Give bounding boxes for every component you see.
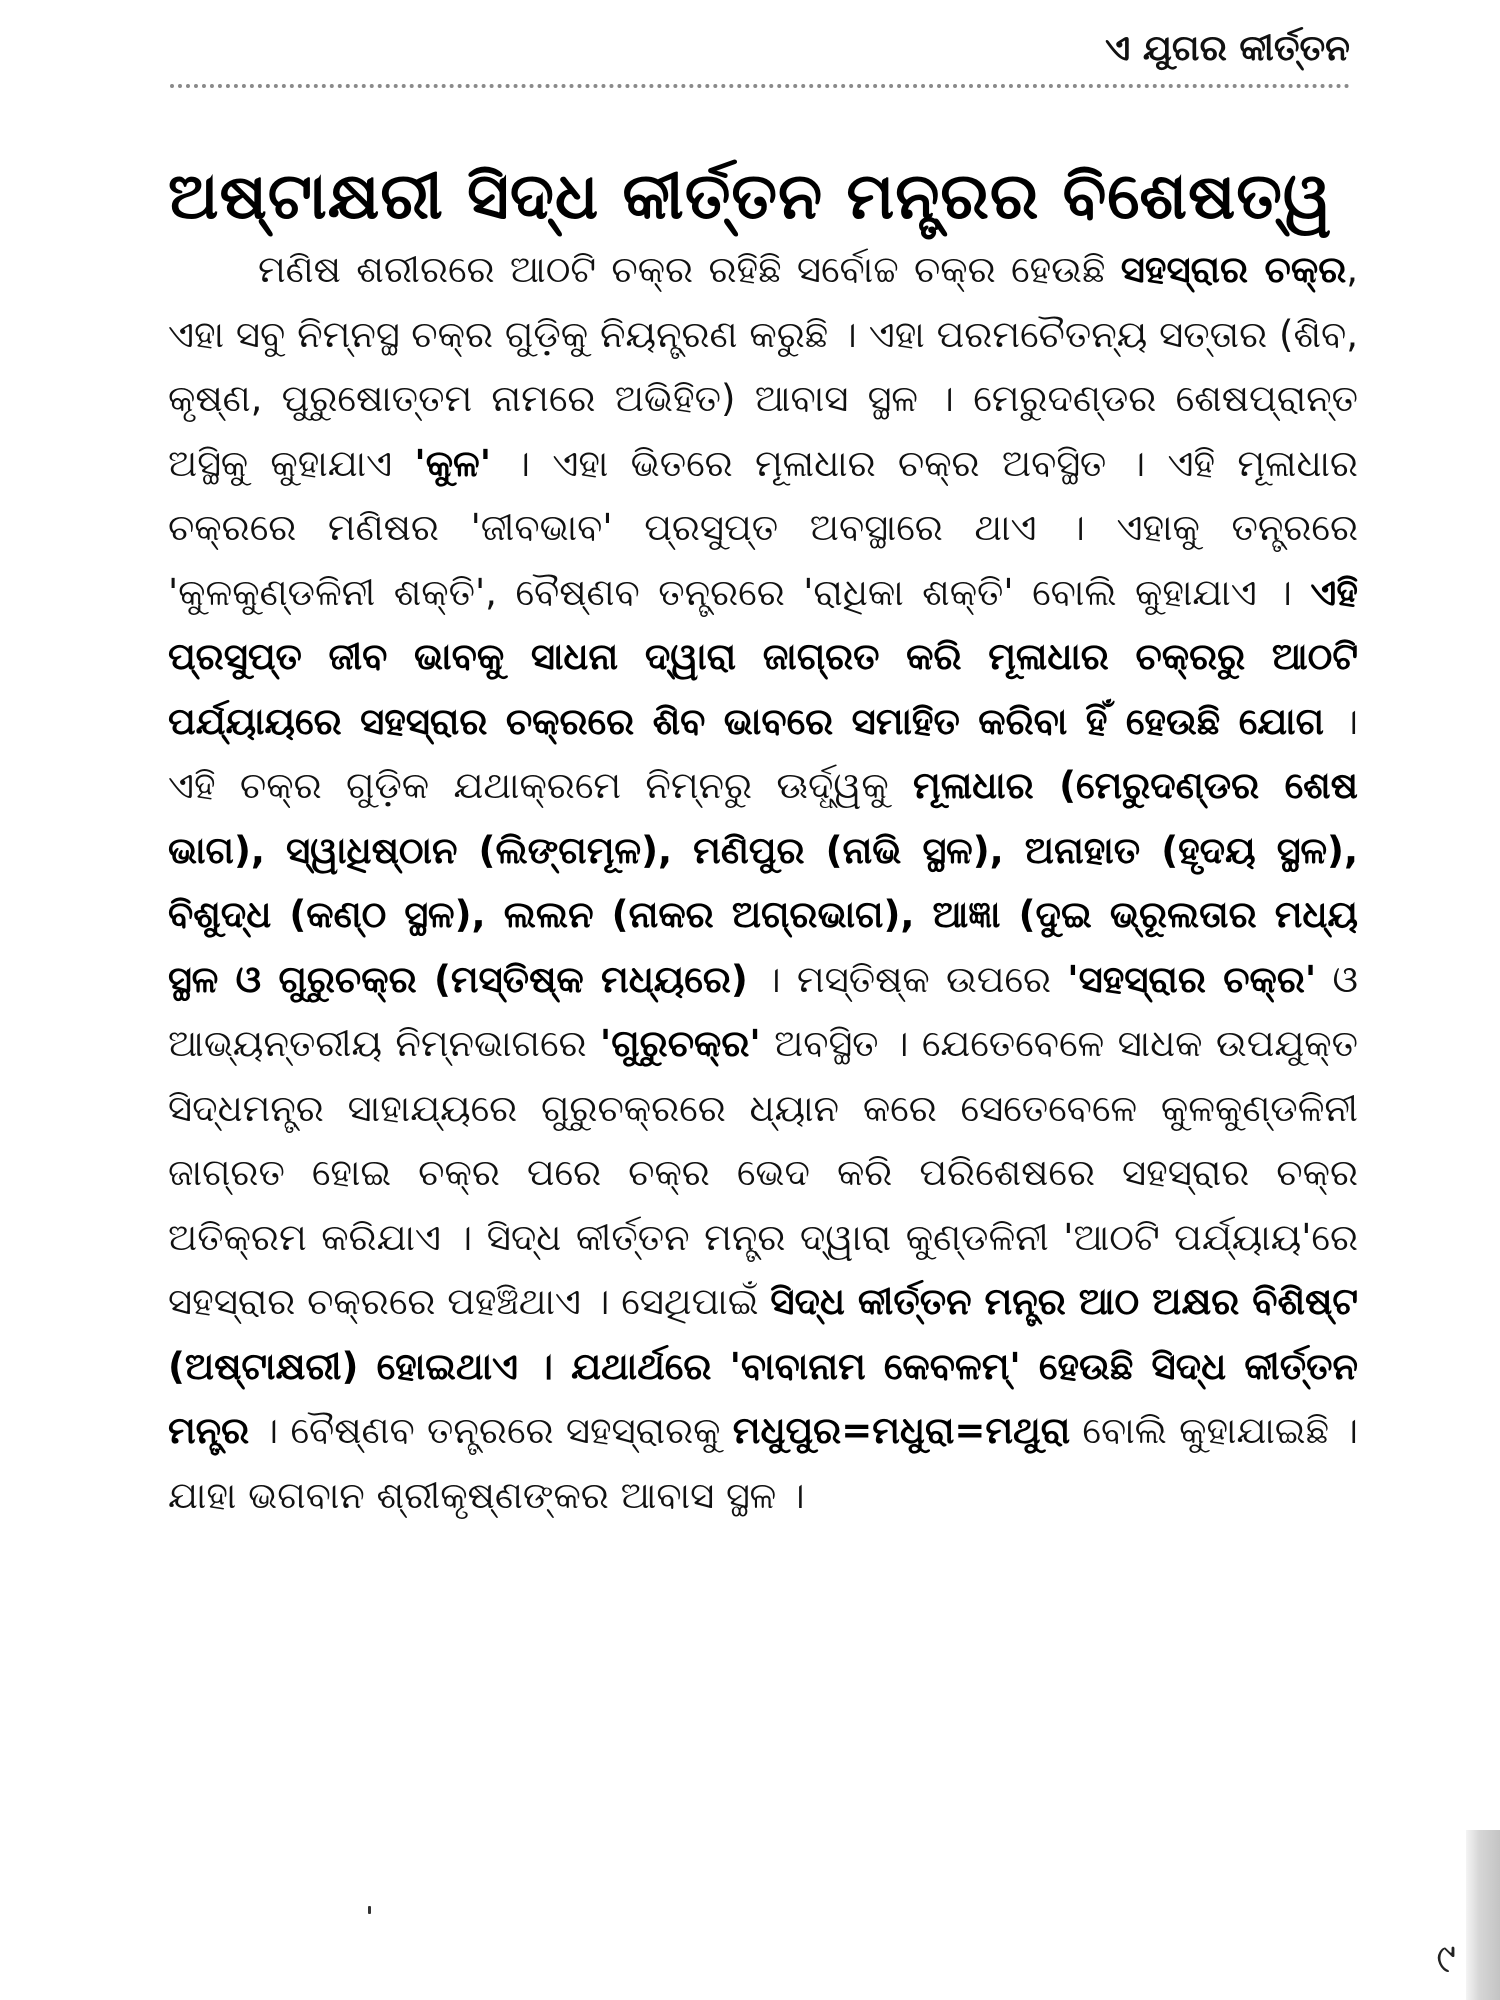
body-bold-run: 'କୁଳ' xyxy=(414,441,492,485)
body-bold-run: 'ସହସ୍ରାର ଚକ୍ର' xyxy=(1067,957,1317,1001)
running-header: ଏ ଯୁଗର କୀର୍ତ୍ତନ xyxy=(1105,28,1350,69)
body-text-run: । ମସ୍ତିଷ୍କ ଉପରେ xyxy=(747,957,1068,1001)
header-dotted-divider xyxy=(170,84,1350,88)
body-bold-run: ଏହି ପ୍ରସୁପ୍ତ ଜୀବ ଭାବକୁ ସାଧନା ଦ୍ୱାରା ଜାଗ୍ରତ କରି ମୂଳାଧାର ଚକ୍ରରୁ ଆଠଟି ପର୍ଯ୍ୟାୟରେ ସହସ୍ରାର ଚକ୍ରରେ ଶିବ ଭାବରେ ସମାହିତ କରିବା ହିଁ ହେଉଛି ଯୋଗ xyxy=(168,570,1358,743)
body-text-run: ଅବସ୍ଥିତ । ଯେତେବେଳେ ସାଧକ ଉପଯୁକ୍ତ ସିଦ୍ଧମନ୍ତ୍ର ସାହାଯ୍ୟରେ ଗୁରୁଚକ୍ରରେ ଧ୍ୟାନ କରେ ସେତେବେଳେ କୁଳକୁଣ୍ଡଳିନୀ ଜାଗ୍ରତ ହୋଇ ଚକ୍ର ପରେ ଚକ୍ର ଭେଦ କରି ପରିଶେଷରେ ସହସ୍ରାର ଚକ୍ର ଅତିକ୍ରମ କରିଯାଏ । ସିଦ୍ଧ କୀର୍ତ୍ତନ ମନ୍ତ୍ର ଦ୍ୱାରା କୁଣ୍ଡଳିନୀ 'ଆଠଟି ପର୍ଯ୍ୟାୟ'ରେ ସହସ୍ରାର ଚକ୍ରରେ ପହଞ୍ଚିଥାଏ । ସେଥିପାଇଁ xyxy=(168,1022,1358,1323)
body-text-run: । ଏହି ଚକ୍ର ଗୁଡ଼ିକ ଯଥାକ୍ରମେ ନିମ୍ନରୁ ଊର୍ଦ୍ଧ୍ୱକୁ xyxy=(168,699,1358,807)
body-bold-run: ମୂଳାଧାର (ମେରୁଦଣ୍ଡର ଶେଷ ଭାଗ), ସ୍ୱାଧିଷ୍ଠାନ (ଲିଙ୍ଗମୂଳ), ମଣିପୁର (ନାଭି ସ୍ଥଳ), ଅନାହାତ (ହୃଦୟ ସ୍ଥଳ), ବିଶୁଦ୍ଧ (କଣ୍ଠ ସ୍ଥଳ), ଲଲନ (ନାକର ଅଗ୍ରଭାଗ), ଆଜ୍ଞା (ଦୁଇ ଭ୍ରୂଲତାର ମଧ୍ୟ ସ୍ଥଳ ଓ ଗୁରୁଚକ୍ର (ମସ୍ତିଷ୍କ ମଧ୍ୟରେ) xyxy=(168,764,1358,1001)
body-bold-run: ସହସ୍ରାର ଚକ୍ର xyxy=(1120,248,1347,291)
body-bold-run: ମଧୁପୁର=ମଧୁରା=ମଥୁରା xyxy=(732,1409,1071,1452)
page-edge-shadow xyxy=(1466,1830,1500,2000)
body-text-run: ଓ ଆଭ୍ୟନ୍ତରୀୟ ନିମ୍ନଭାଗରେ xyxy=(168,957,1358,1065)
body-paragraph xyxy=(168,238,1358,1528)
body-text-run: ମଣିଷ ଶରୀରରେ ଆଠଟି ଚକ୍ର ରହିଛି ସର୍ବୋଚ୍ଚ ଚକ୍ର ହେଉଛି xyxy=(258,248,1121,291)
body-text-run: । ବୈଷ୍ଣବ ତନ୍ତ୍ରରେ ସହସ୍ରାରକୁ xyxy=(249,1409,733,1452)
print-speck xyxy=(368,1906,371,1914)
body-bold-run: ସିଦ୍ଧ କୀର୍ତ୍ତନ ମନ୍ତ୍ର ଆଠ ଅକ୍ଷର ବିଶିଷ୍ଟ (ଅଷ୍ଟାକ୍ଷରୀ) ହୋଇଥାଏ । ଯଥାର୍ଥରେ 'ବାବାନାମ କେବଳମ୍' ହେଉଛି ସିଦ୍ଧ କୀର୍ତ୍ତନ ମନ୍ତ୍ର xyxy=(168,1280,1358,1452)
body-bold-run: 'ଗୁରୁଚକ୍ର' xyxy=(599,1022,761,1065)
body-text-run: , ଏହା ସବୁ ନିମ୍ନସ୍ଥ ଚକ୍ର ଗୁଡ଼ିକୁ ନିୟନ୍ତ୍ରଣ କରୁଛି । ଏହା ପରମଚୈତନ୍ୟ ସତ୍ତାର (ଶିବ, କୃଷ୍ଣ, ପୁରୁଷୋତ୍ତମ ନାମରେ ଅଭିହିତ) ଆବାସ ସ୍ଥଳ । ମେରୁଦଣ୍ଡର ଶେଷପ୍ରାନ୍ତ ଅସ୍ଥିକୁ କୁହାଯାଏ xyxy=(168,248,1359,485)
chapter-title: ଅଷ୍ଟାକ୍ଷରୀ ସିଦ୍ଧ କୀର୍ତ୍ତନ ମନ୍ତ୍ରର ବିଶେଷତ୍ୱ xyxy=(168,159,1333,234)
body-text-run: ବୋଲି କୁହାଯାଇଛି । ଯାହା ଭଗବାନ ଶ୍ରୀକୃଷ୍ଣଙ୍କର ଆବାସ ସ୍ଥଳ । xyxy=(168,1409,1358,1517)
page-number: ୯ xyxy=(1436,1936,1456,1982)
body-text-run: । ଏହା ଭିତରେ ମୂଳାଧାର ଚକ୍ର ଅବସ୍ଥିତ । ଏହି ମୂଳାଧାର ଚକ୍ରରେ ମଣିଷର 'ଜୀବଭାବ' ପ୍ରସୁପ୍ତ ଅବସ୍ଥାରେ ଥାଏ । ଏହାକୁ ତନ୍ତ୍ରରେ 'କୁଳକୁଣ୍ଡଳିନୀ ଶକ୍ତି', ବୈଷ୍ଣବ ତନ୍ତ୍ରରେ 'ରାଧିକା ଶକ୍ତି' ବୋଲି କୁହାଯାଏ । xyxy=(168,441,1358,614)
